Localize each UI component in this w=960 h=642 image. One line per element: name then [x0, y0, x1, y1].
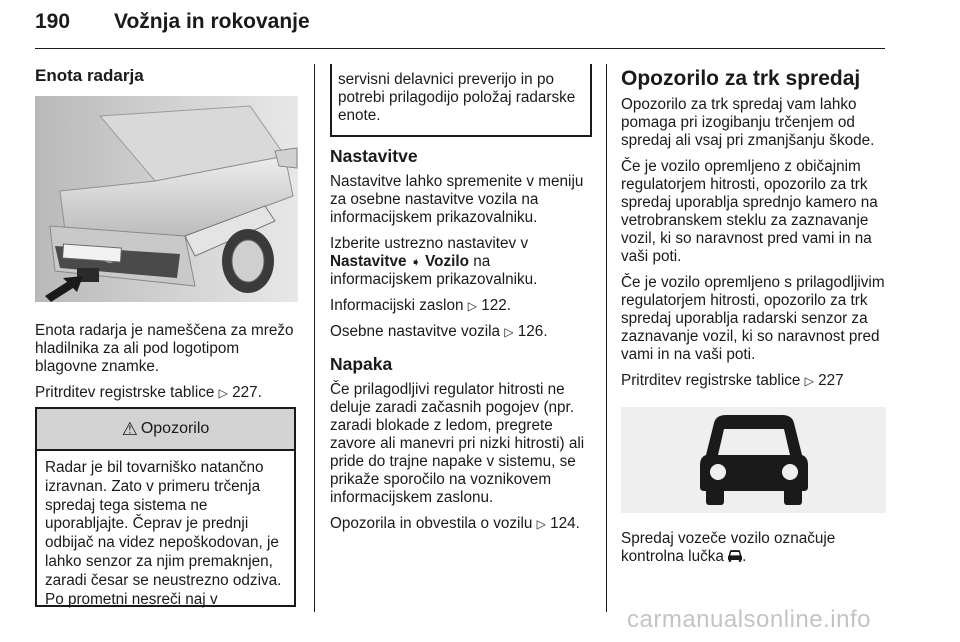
warning-header	[37, 409, 294, 451]
column-divider-left	[314, 64, 315, 612]
warning-continuation-text: servisni delavnici preverijo in po potrebi prilagodijo položaj radarske enote.	[338, 71, 576, 124]
cruise-control-camera-text: Če je vozilo opremljeno z običajnim regulatorjem hitrosti, opozorilo za trk spredaj uporablja sprednjo kamero na vetrobranskem steklu za zaznavanje vozil, ki so naravnost pred vami in na vaši poti.	[621, 158, 878, 265]
warning-text: Radar je bil tovarniško natančno izravnan. Zato v primeru trčenja spredaj tega sistema ne uporabljajte. Čeprav je prednji odbijač na videz nepoškodovan, je lahko senzor za njim premaknjen, zaradi česar se neustrezno odziva. Po prometni nesreči naj v	[45, 459, 282, 608]
warnings-reference: Opozorila in obvestila o vozilu ▷ 124.	[330, 515, 580, 532]
warning-title: Opozorilo	[140, 420, 210, 437]
warning-box-continued	[330, 64, 592, 137]
fault-paragraph: Če prilagodljivi regulator hitrosti ne deluje zaradi začasnih pogojev (npr. zaradi blokade z ledom, pregrete zavore ali manevri pri nizki hitrosti) ali pride do trajne napake v sistemu, se prikaže sporočilo na voznikovem informacijskem zaslonu.	[330, 381, 585, 506]
section-heading-settings: Nastavitve	[330, 146, 418, 166]
page-ref-126[interactable]: 126.	[517, 323, 548, 340]
settings-menu-path: Izberite ustrezno nastavitev v Nastavitve ➧ Vozilo na informacijskem prikazovalniku.	[330, 235, 538, 288]
settings-paragraph: Nastavitve lahko spremenite v meniju za osebne nastavitve vozila na informacijskem prikazovalniku.	[330, 173, 584, 226]
page-number: 190	[35, 10, 71, 33]
indicator-image	[621, 407, 886, 513]
info-display-reference: Informacijski zaslon ▷ 122.	[330, 297, 511, 314]
section-heading-forward-collision: Opozorilo za trk spredaj	[621, 67, 861, 90]
column-divider-right	[606, 64, 607, 612]
triangle-right-icon: ▷	[504, 325, 514, 339]
section-heading-radar-unit: Enota radarja	[35, 66, 144, 85]
header-rule	[35, 48, 885, 49]
page-ref-122[interactable]: 122.	[481, 297, 511, 314]
radar-unit-illustration	[35, 96, 298, 302]
car-front-icon-inline	[728, 549, 742, 567]
triangle-right-icon: ▷	[218, 386, 228, 400]
triangle-right-icon: ▷	[467, 299, 477, 313]
page-ref-227[interactable]: 227.	[232, 384, 262, 401]
page-ref-227-b[interactable]: 227	[818, 372, 844, 389]
indicator-caption: Spredaj vozeče vozilo označuje kontrolna lučka .	[621, 530, 836, 565]
triangle-right-icon: ▷	[536, 517, 546, 531]
personal-settings-reference: Osebne nastavitve vozila ▷ 126.	[330, 323, 548, 340]
plate-mount-reference: Pritrditev registrske tablice ▷ 227.	[35, 384, 262, 401]
page-ref-124[interactable]: 124.	[550, 515, 580, 532]
warning-triangle-icon: ⚠	[121, 418, 138, 439]
warning-box	[35, 407, 296, 607]
plate-mount-reference-2: Pritrditev registrske tablice ▷ 227	[621, 372, 844, 389]
page-title: Vožnja in rokovanje	[114, 10, 310, 33]
radar-location-text: Enota radarja je nameščena za mrežo hladilnika za ali pod logotipom blagovne znamke.	[35, 322, 294, 375]
menu-arrow-icon: ➧	[410, 255, 421, 269]
triangle-right-icon: ▷	[804, 374, 814, 388]
forward-collision-intro: Opozorilo za trk spredaj vam lahko pomaga pri izogibanju trčenjem od spredaj ali vsaj pri zmanjšanju škode.	[621, 96, 875, 149]
watermark: carmanualsonline.info	[627, 606, 871, 633]
page-header	[35, 4, 885, 48]
car-front-icon	[700, 415, 808, 505]
adaptive-cruise-radar-text: Če je vozilo opremljeno s prilagodljivim regulatorjem hitrosti, opozorilo za trk spredaj uporablja radarski senzor za zaznavanje vozil, ki so naravnost pred vami in na vaši poti.	[621, 274, 885, 363]
section-heading-fault: Napaka	[330, 354, 393, 374]
